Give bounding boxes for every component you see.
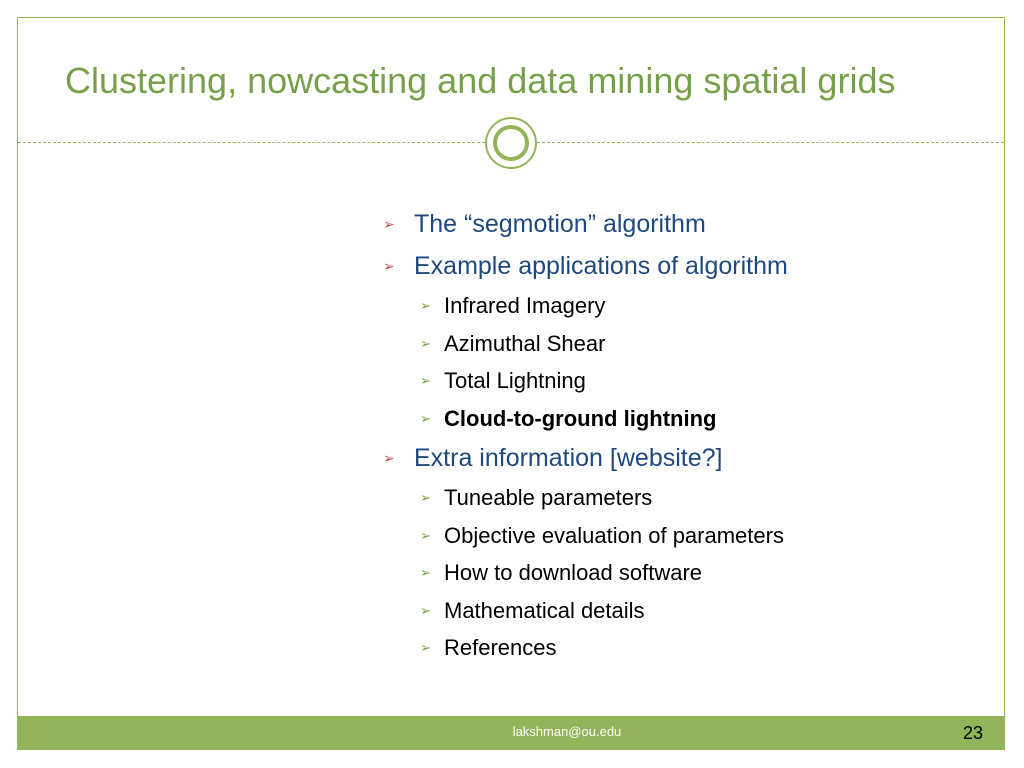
sub-bullet-item bbox=[383, 362, 983, 400]
arrow-bullet-icon: ➢ bbox=[420, 527, 431, 543]
bullet-text: Cloud-to-ground lightning bbox=[444, 405, 717, 431]
bullet-text: Infrared Imagery bbox=[444, 293, 606, 318]
sub-bullet-item bbox=[383, 479, 983, 517]
sub-bullet-item bbox=[383, 517, 983, 555]
arrow-bullet-icon: ➢ bbox=[420, 602, 431, 618]
slide-title: Clustering, nowcasting and data mining spatial grids bbox=[65, 60, 896, 101]
arrow-bullet-icon: ➢ bbox=[420, 565, 431, 580]
sub-bullet-item bbox=[383, 325, 983, 363]
bullet-item bbox=[383, 245, 983, 287]
sub-bullet-item bbox=[383, 592, 983, 630]
bullet-item bbox=[383, 203, 983, 245]
bullet-text: Example applications of algorithm bbox=[414, 252, 788, 280]
sub-bullet-item bbox=[383, 400, 983, 438]
slide-footer bbox=[17, 716, 1005, 750]
arrow-bullet-icon: ➢ bbox=[383, 258, 395, 274]
bullet-text: Extra information [website?] bbox=[414, 444, 723, 472]
bullet-text: References bbox=[444, 635, 557, 660]
bullet-text: The “segmotion” algorithm bbox=[414, 210, 706, 238]
inner-ring bbox=[493, 125, 529, 161]
arrow-bullet-icon: ➢ bbox=[420, 335, 431, 351]
page-number: 23 bbox=[962, 723, 983, 743]
bullet-text: Objective evaluation of parameters bbox=[444, 522, 784, 548]
arrow-bullet-icon: ➢ bbox=[420, 298, 431, 313]
bullet-text: Mathematical details bbox=[444, 597, 645, 623]
bullet-item bbox=[383, 437, 983, 479]
footer-email[interactable]: lakshman@ou.edu bbox=[512, 724, 622, 739]
arrow-bullet-icon: ➢ bbox=[420, 640, 431, 655]
bullet-list bbox=[383, 203, 983, 667]
sub-bullet-item bbox=[383, 287, 983, 325]
arrow-bullet-icon: ➢ bbox=[420, 373, 431, 388]
arrow-bullet-icon: ➢ bbox=[420, 490, 431, 505]
arrow-bullet-icon: ➢ bbox=[383, 216, 395, 232]
bullet-text: How to download software bbox=[444, 560, 703, 585]
bullet-text: Total Lightning bbox=[444, 368, 586, 393]
sub-bullet-item bbox=[383, 554, 983, 592]
arrow-bullet-icon: ➢ bbox=[420, 410, 431, 426]
sub-bullet-item bbox=[383, 629, 983, 667]
arrow-bullet-icon: ➢ bbox=[383, 450, 395, 466]
double-ring-icon bbox=[485, 117, 537, 169]
bullet-text: Azimuthal Shear bbox=[444, 330, 606, 356]
bullet-text: Tuneable parameters bbox=[444, 485, 653, 510]
